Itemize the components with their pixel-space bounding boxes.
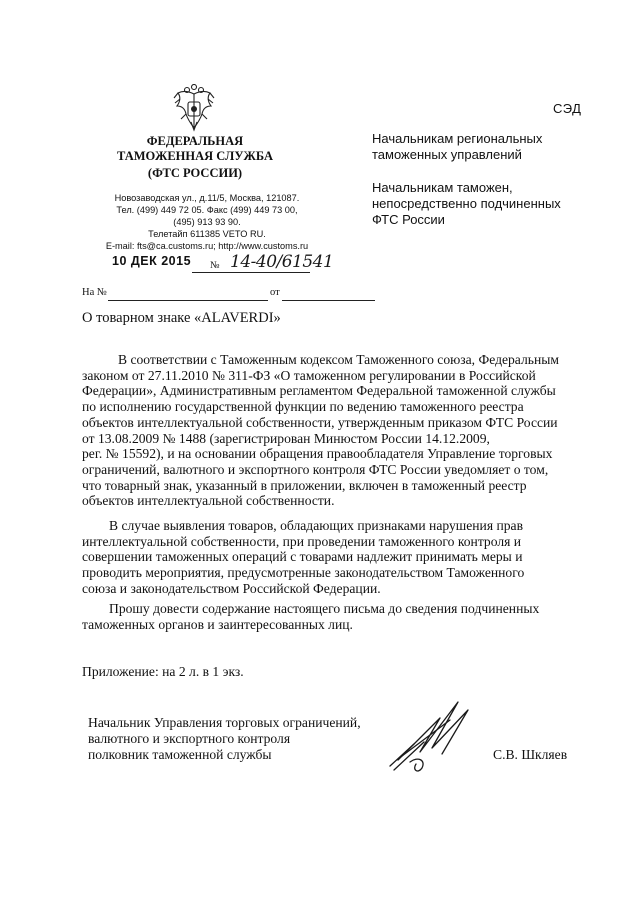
registration-date-stamp: 10 ДЕК 2015: [112, 254, 192, 268]
contact-teletype: Телетайп 611385 VETO RU.: [148, 229, 266, 239]
sed-mark: СЭД: [553, 101, 582, 116]
blank-line: [108, 300, 268, 301]
signer-name: С.В. Шкляев: [493, 747, 568, 762]
signatory-position: Начальник Управления торговых ограничений, валютного и экспортного контроля полковник таможенной службы: [88, 715, 361, 762]
registration-line: [82, 252, 334, 274]
org-name: ФЕДЕРАЛЬНАЯ ТАМОЖЕННАЯ СЛУЖБА: [117, 134, 273, 163]
reference-line: [82, 287, 312, 303]
contact-address: Новозаводская ул., д.11/5, Москва, 121087.: [114, 193, 300, 203]
addressee-customs-offices: Начальникам таможен, непосредственно подчиненных ФТС России: [372, 180, 561, 227]
blank-line: [282, 300, 375, 301]
coat-of-arms-icon: [172, 84, 216, 132]
handwritten-signature-icon: [380, 690, 480, 780]
reference-number-label: На №: [82, 287, 107, 298]
body-paragraph-3: Прошу довести содержание настоящего письма до сведения подчиненных таможенных органов и заинтересованных лиц.: [82, 601, 540, 632]
body-paragraph-2: В случае выявления товаров, обладающих признаками нарушения прав интеллектуальной собственности, при проведении таможенного контроля и совершении таможенных операций с товарами надлежит принимать меры и проводить мероприятия, предусмотренные законодательством Таможенного союза и законодательством Российской Федерации.: [82, 518, 525, 596]
registration-number: 14-40/61541: [230, 252, 334, 272]
letter-subject: О товарном знаке «ALAVERDI»: [82, 310, 281, 326]
contact-phone-2: (495) 913 93 90.: [173, 217, 241, 227]
contact-phone: Тел. (499) 449 72 05. Факс (499) 449 73 00,: [116, 205, 298, 215]
attachment-note: Приложение: на 2 л. в 1 экз.: [82, 664, 244, 679]
contact-email: E-mail: fts@ca.customs.ru; http://www.customs.ru: [105, 241, 309, 251]
org-contacts: [92, 192, 322, 252]
body-paragraph-1: В соответствии с Таможенным кодексом Таможенного союза, Федеральным законом от 27.11.2010 № 311-ФЗ «О таможенном регулировании в Российской Федерации», Административным регламентом Федеральной таможенной службы по исполнению государственной функции по ведению таможенного реестра объектов интеллектуальной собственности, утвержденным приказом ФТС России от 13.08.2009 № 1488 (зарегистрирован Минюстом России 14.12.2009, рег. № 15592), и на основании обращения правообладателя Управление торговых ограничений, валютного и экспортного контроля ФТС России уведомляет о том, что товарный знак, указанный в приложении, включен в таможенный реестр объектов интеллектуальной собственности.: [82, 352, 559, 509]
addressee-regional-directorates: Начальникам региональных таможенных управлений: [372, 131, 543, 162]
registration-number-label: №: [210, 260, 220, 271]
divider: [192, 272, 310, 273]
org-short-name: (ФТС РОССИИ): [147, 166, 243, 180]
reference-date-label: от: [270, 287, 280, 298]
